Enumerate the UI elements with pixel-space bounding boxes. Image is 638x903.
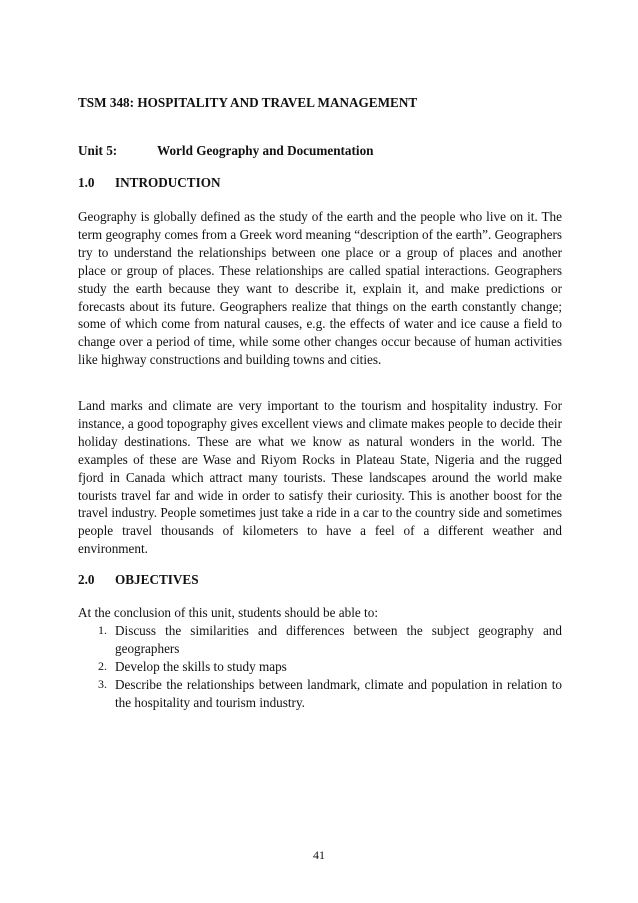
section-number: 1.0 <box>78 175 95 190</box>
section-heading-objectives <box>78 572 562 588</box>
list-item-number: 3. <box>98 676 107 691</box>
list-item-text: Discuss the similarities and differences between the subject geography and geographers <box>115 623 562 656</box>
course-title: TSM 348: HOSPITALITY AND TRAVEL MANAGEMENT <box>78 95 418 110</box>
unit-title: World Geography and Documentation <box>157 143 374 158</box>
list-item <box>78 622 562 658</box>
section-title: OBJECTIVES <box>115 572 199 587</box>
list-item <box>78 658 562 676</box>
list-item-text: Develop the skills to study maps <box>115 658 287 674</box>
list-item <box>78 676 562 712</box>
objectives-intro: At the conclusion of this unit, students should be able to: <box>78 605 378 620</box>
page-number: 41 <box>313 848 325 862</box>
intro-paragraph-2: Land marks and climate are very important to the tourism and hospitality industry. For instance, a good topography gives excellent views and climate makes people to decide their holiday destinations. These are what we know as natural wonders in the world. The examples of these are Wase and Riyom Rocks in Plateau State, Nigeria and the rugged fjord in Canada which attract many tourists. These landscapes around the world make tourists travel far and wide in order to satisfy their curiosity. This is another boost for the travel industry. People sometimes just take a ride in a car to the country side and sometimes people travel thousands of kilometers to have a feel of a different weather and environment. <box>78 398 562 557</box>
intro-paragraph-1: Geography is globally defined as the study of the earth and the people who live on it. The term geography comes from a Greek word meaning “description of the earth”. Geographers try to understand the relationships between one place or a group of places and another place or group of places. These relationships are called spatial interactions. Geographers study the earth because they want to describe it, explain it, and make predictions or forecasts about its future. Geographers realize that things on the earth constantly change; some of which come from natural causes, e.g. the effects of water and ice cause a field to change over a period of time, while some other changes occur because of human activities like highway constructions and building towns and cities. <box>78 209 562 368</box>
list-item-number: 2. <box>98 658 107 673</box>
objectives-list <box>78 622 562 712</box>
list-item-number: 1. <box>98 623 107 637</box>
unit-heading <box>78 143 562 159</box>
section-title: INTRODUCTION <box>115 175 221 190</box>
unit-label: Unit 5: <box>78 143 118 158</box>
section-heading-introduction <box>78 175 562 191</box>
section-number: 2.0 <box>78 572 95 587</box>
list-item-text: Describe the relationships between landmark, climate and population in relation to the hospitality and tourism industry. <box>115 676 562 710</box>
